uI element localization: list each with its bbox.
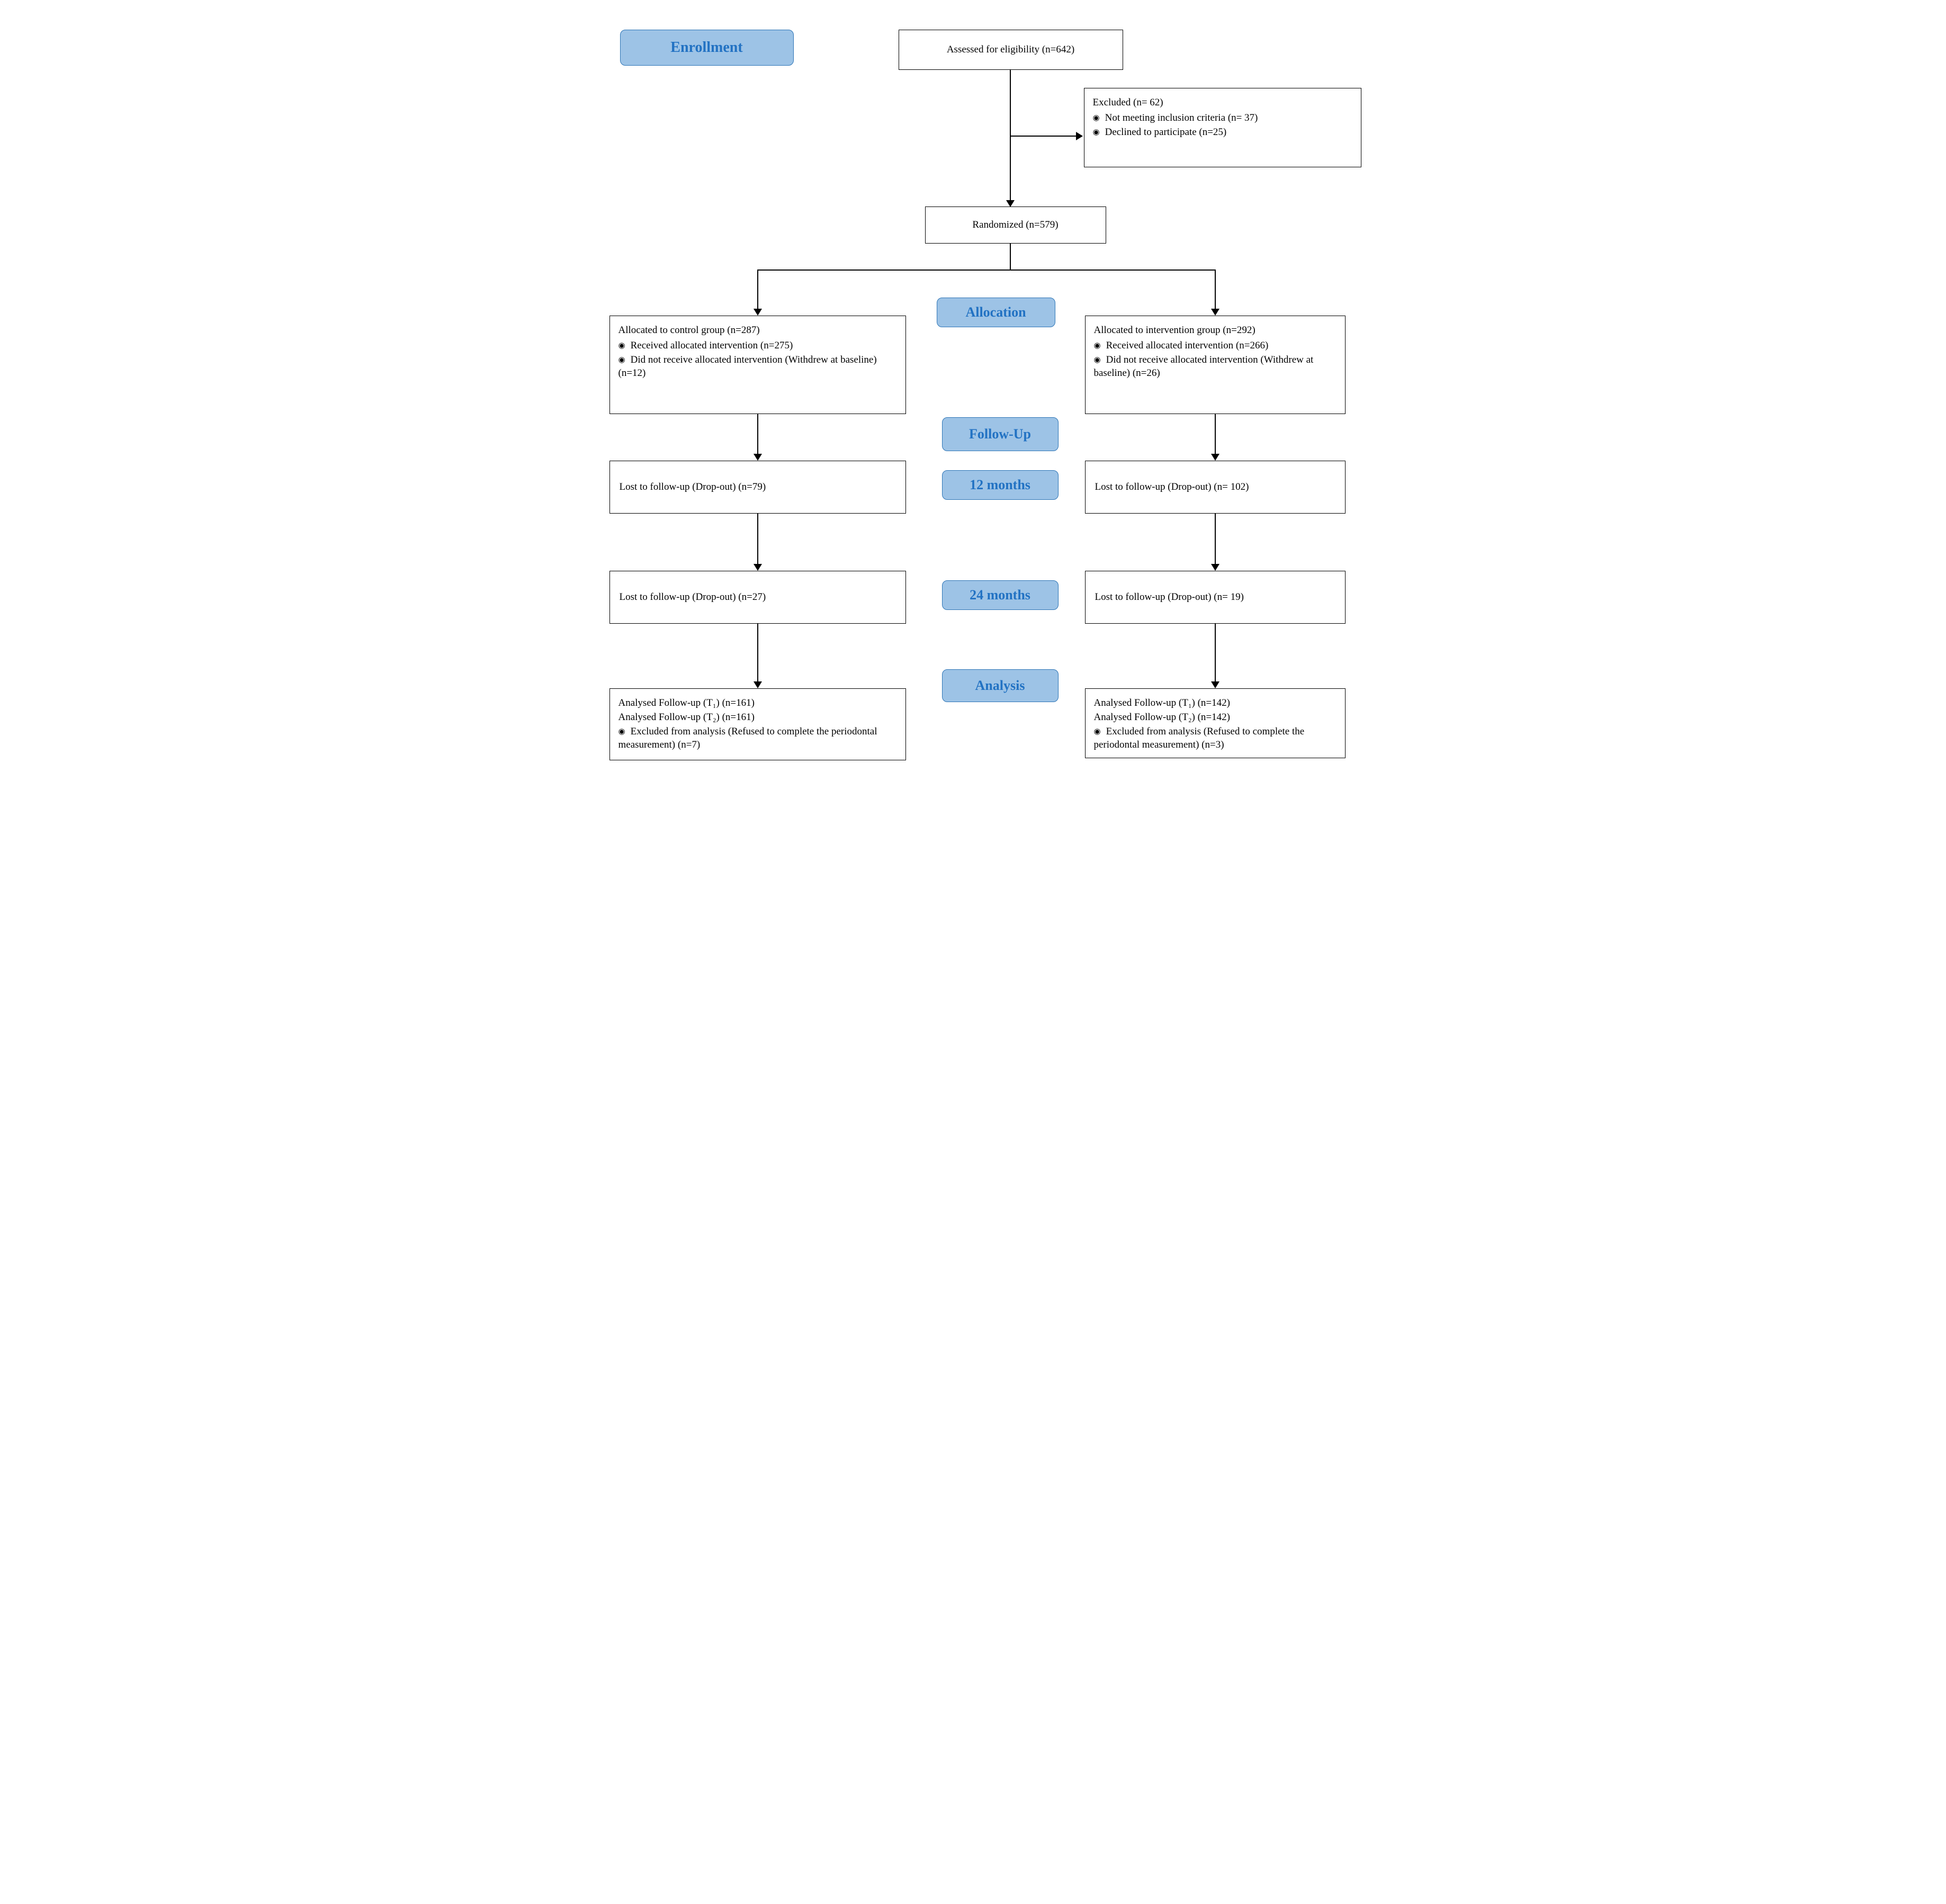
connector-branch-horizontal bbox=[757, 270, 1216, 271]
intervention-allocation-item bbox=[1094, 339, 1337, 352]
bullet-icon: ◉ bbox=[1093, 728, 1101, 737]
control-analysis-line: Analysed Follow-up (T₁) (n=161) bbox=[618, 697, 755, 708]
arrowhead-into-intervention-24m bbox=[1211, 564, 1219, 571]
bullet-icon: ◉ bbox=[618, 342, 625, 351]
excluded-box bbox=[1084, 88, 1361, 167]
intervention-analysis-line: Analysed Follow-up (T₂) (n=142) bbox=[1093, 712, 1230, 723]
intervention-allocation-item-text: Did not receive allocated intervention (Withdrew at baseline) (n=26) bbox=[1093, 354, 1314, 379]
intervention-analysis-item bbox=[1094, 725, 1337, 751]
control-allocation-title: Allocated to control group (n=287) bbox=[618, 325, 760, 336]
control-analysis-box bbox=[609, 688, 906, 760]
intervention-lost-24m-box bbox=[1085, 571, 1346, 624]
control-analysis-item bbox=[618, 725, 897, 751]
bullet-icon: ◉ bbox=[1093, 356, 1101, 365]
arrowhead-into-control-analysis bbox=[754, 681, 762, 688]
bullet-icon: ◉ bbox=[1092, 114, 1100, 123]
bullet-icon: ◉ bbox=[618, 356, 625, 365]
control-analysis-line: Analysed Follow-up (T₂) (n=161) bbox=[618, 712, 755, 723]
allocation-section-label: Allocation bbox=[937, 298, 1055, 327]
control-allocation-item-text: Did not receive allocated intervention (Withdrew at baseline) (n=12) bbox=[618, 354, 877, 379]
bullet-icon: ◉ bbox=[1093, 342, 1101, 351]
control-lost-24m-box bbox=[609, 571, 906, 624]
intervention-analysis-line: Analysed Follow-up (T₁) (n=142) bbox=[1093, 697, 1230, 708]
control-lost-12m-text: Lost to follow-up (Drop-out) (n=79) bbox=[619, 481, 766, 493]
follow-up-section-label: Follow-Up bbox=[942, 417, 1059, 451]
excluded-title: Excluded (n= 62) bbox=[1092, 97, 1163, 108]
randomized-text: Randomized (n=579) bbox=[972, 219, 1059, 231]
arrowhead-into-control-allocation bbox=[754, 309, 762, 316]
connector-branch-right bbox=[1215, 270, 1216, 309]
control-allocation-item bbox=[618, 353, 897, 380]
intervention-lost-12m-text: Lost to follow-up (Drop-out) (n= 102) bbox=[1095, 481, 1249, 493]
control-allocation-box bbox=[609, 316, 906, 414]
connector-control-to-analysis bbox=[757, 624, 758, 682]
consort-flow-diagram bbox=[584, 0, 1362, 762]
excluded-item-text: Declined to participate (n=25) bbox=[1105, 127, 1227, 138]
intervention-allocation-box bbox=[1085, 316, 1346, 414]
connector-control-to-24m bbox=[757, 514, 758, 564]
connector-control-to-12m bbox=[757, 414, 758, 454]
connector-randomized-down bbox=[1010, 244, 1011, 271]
connector-intervention-to-24m bbox=[1215, 514, 1216, 564]
bullet-icon: ◉ bbox=[618, 728, 625, 737]
control-allocation-item bbox=[618, 339, 897, 352]
intervention-allocation-item bbox=[1094, 353, 1337, 380]
control-allocation-item-text: Received allocated intervention (n=275) bbox=[630, 340, 793, 352]
arrowhead-into-excluded bbox=[1076, 132, 1083, 140]
bullet-icon: ◉ bbox=[1092, 128, 1100, 137]
arrowhead-into-control-12m bbox=[754, 454, 762, 461]
assessed-eligibility-box bbox=[899, 30, 1123, 70]
connector-intervention-to-12m bbox=[1215, 414, 1216, 454]
enrollment-section-label: Enrollment bbox=[620, 30, 794, 66]
12-months-section-label: 12 months bbox=[942, 470, 1059, 500]
intervention-lost-12m-box bbox=[1085, 461, 1346, 514]
control-lost-12m-box bbox=[609, 461, 906, 514]
arrowhead-into-intervention-allocation bbox=[1211, 309, 1219, 316]
excluded-item bbox=[1093, 125, 1352, 139]
24-months-section-label: 24 months bbox=[942, 580, 1059, 610]
connector-to-excluded bbox=[1010, 136, 1077, 137]
arrowhead-into-intervention-12m bbox=[1211, 454, 1219, 461]
connector-branch-left bbox=[757, 270, 758, 309]
arrowhead-into-intervention-analysis bbox=[1211, 681, 1219, 688]
connector-intervention-to-analysis bbox=[1215, 624, 1216, 682]
randomized-box bbox=[925, 206, 1106, 244]
intervention-lost-24m-text: Lost to follow-up (Drop-out) (n= 19) bbox=[1095, 591, 1244, 603]
intervention-analysis-item-text: Excluded from analysis (Refused to complete the periodontal measurement) (n=3) bbox=[1093, 726, 1305, 751]
assessed-eligibility-text: Assessed for eligibility (n=642) bbox=[946, 44, 1075, 56]
excluded-item-text: Not meeting inclusion criteria (n= 37) bbox=[1105, 112, 1258, 124]
intervention-analysis-box bbox=[1085, 688, 1346, 758]
control-lost-24m-text: Lost to follow-up (Drop-out) (n=27) bbox=[619, 591, 766, 603]
connector-assessed-randomized bbox=[1010, 69, 1011, 201]
excluded-item bbox=[1093, 111, 1352, 124]
analysis-section-label: Analysis bbox=[942, 669, 1059, 702]
intervention-allocation-title: Allocated to intervention group (n=292) bbox=[1093, 325, 1256, 336]
arrowhead-into-control-24m bbox=[754, 564, 762, 571]
control-analysis-item-text: Excluded from analysis (Refused to complete the periodontal measurement) (n=7) bbox=[618, 726, 877, 751]
intervention-allocation-item-text: Received allocated intervention (n=266) bbox=[1106, 340, 1269, 352]
